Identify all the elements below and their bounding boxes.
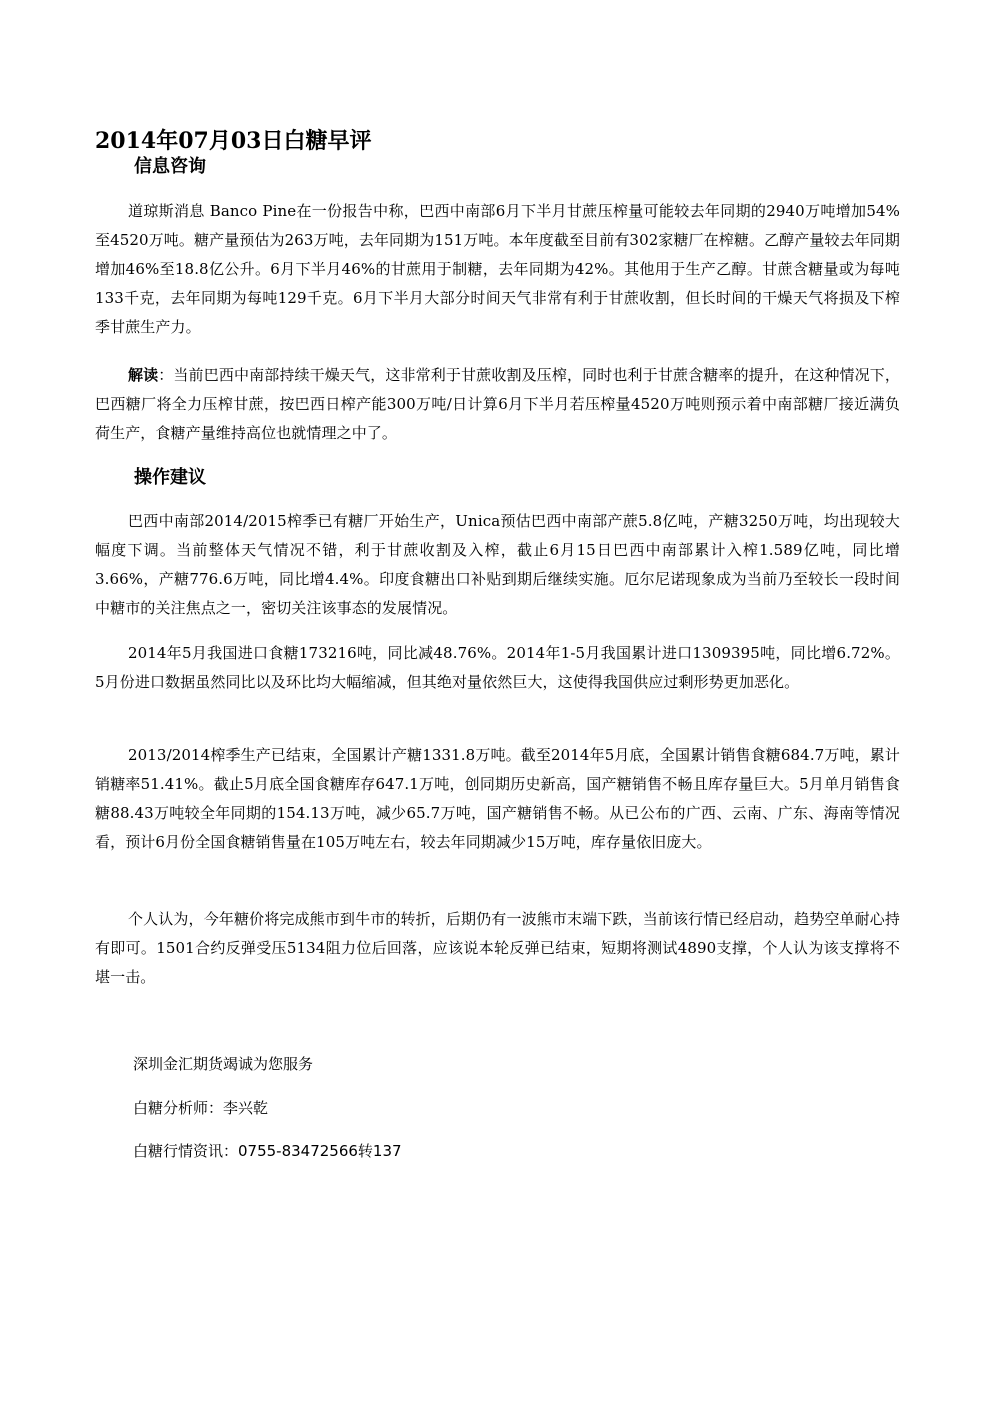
section-heading-info: 信息咨询: [134, 156, 206, 177]
paragraph-news: 道琼斯消息 Banco Pine在一份报告中称，巴西中南部6月下半月甘蔗压榨量可能较去年同期的2940万吨增加54%至4520万吨。糖产量预估为263万吨，去年同期为151万吨。本年度截至目前有302家糖厂在榨糖。乙醇产量较去年同期增加46%至18.8亿公升。6月下半月46%的甘蔗用于制糖，去年同期为42%。其他用于生产乙醇。甘蔗含糖量或为每吨133千克，去年同期为每吨129千克。6月下半月大部分时间天气非常有利于甘蔗收割，但长时间的干燥天气将损及下榨季甘蔗生产力。: [95, 202, 900, 336]
paragraph-opinion: 个人认为，今年糖价将完成熊市到牛市的转折，后期仍有一波熊市末端下跌，当前该行情已经启动，趋势空单耐心持有即可。1501合约反弹受压5134阻力位后回落，应该说本轮反弹已结束，短期将测试4890支撑，个人认为该支撑将不堪一击。: [95, 910, 900, 986]
footer-analyst: 白糖分析师：李兴乾: [133, 1099, 269, 1117]
footer-company: 深圳金汇期货竭诚为您服务: [133, 1055, 314, 1073]
interpretation-text: ：当前巴西中南部持续干燥天气，这非常利于甘蔗收割及压榨，同时也利于甘蔗含糖率的提升，在这种情况下，巴西糖厂将全力压榨甘蔗，按巴西日榨产能300万吨/日计算6月下半月若压榨量4520万吨则预示着中南部糖厂接近满负荷生产，食糖产量维持高位也就情理之中了。: [95, 366, 901, 442]
paragraph-interpretation: [95, 361, 900, 448]
footer-hotline: 白糖行情资讯：0755-83472566转137: [133, 1142, 402, 1160]
paragraph-imports: 2014年5月我国进口食糖173216吨，同比减48.76%。2014年1-5月我国累计进口1309395吨，同比增6.72%。5月份进口数据虽然同比以及环比均大幅缩减，但其绝对量依然巨大，这使得我国供应过剩形势更加恶化。: [95, 644, 900, 691]
paragraph-domestic: 2013/2014榨季生产已结束，全国累计产糖1331.8万吨。截至2014年5月底，全国累计销售食糖684.7万吨，累计销糖率51.41%。截止5月底全国食糖库存647.1万吨，创同期历史新高，国产糖销售不畅且库存量巨大。5月单月销售食糖88.43万吨较全年同期的154.13万吨，减少65.7万吨，国产糖销售不畅。从已公布的广西、云南、广东、海南等情况看，预计6月份全国食糖销售量在105万吨左右，较去年同期减少15万吨，库存量依旧庞大。: [95, 746, 900, 851]
paragraph-brazil: 巴西中南部2014/2015榨季已有糖厂开始生产，Unica预估巴西中南部产蔗5.8亿吨，产糖3250万吨，均出现较大幅度下调。当前整体天气情况不错，利于甘蔗收割及入榨，截止6月15日巴西中南部累计入榨1.589亿吨，同比增3.66%，产糖776.6万吨，同比增4.4%。印度食糖出口补贴到期后继续实施。厄尔尼诺现象成为当前乃至较长一段时间中糖市的关注焦点之一，密切关注该事态的发展情况。: [95, 512, 900, 617]
interpretation-lead: 解读: [128, 366, 159, 384]
section-heading-advice: 操作建议: [134, 467, 206, 488]
document-title: 2014年07月03日白糖早评: [95, 127, 372, 154]
